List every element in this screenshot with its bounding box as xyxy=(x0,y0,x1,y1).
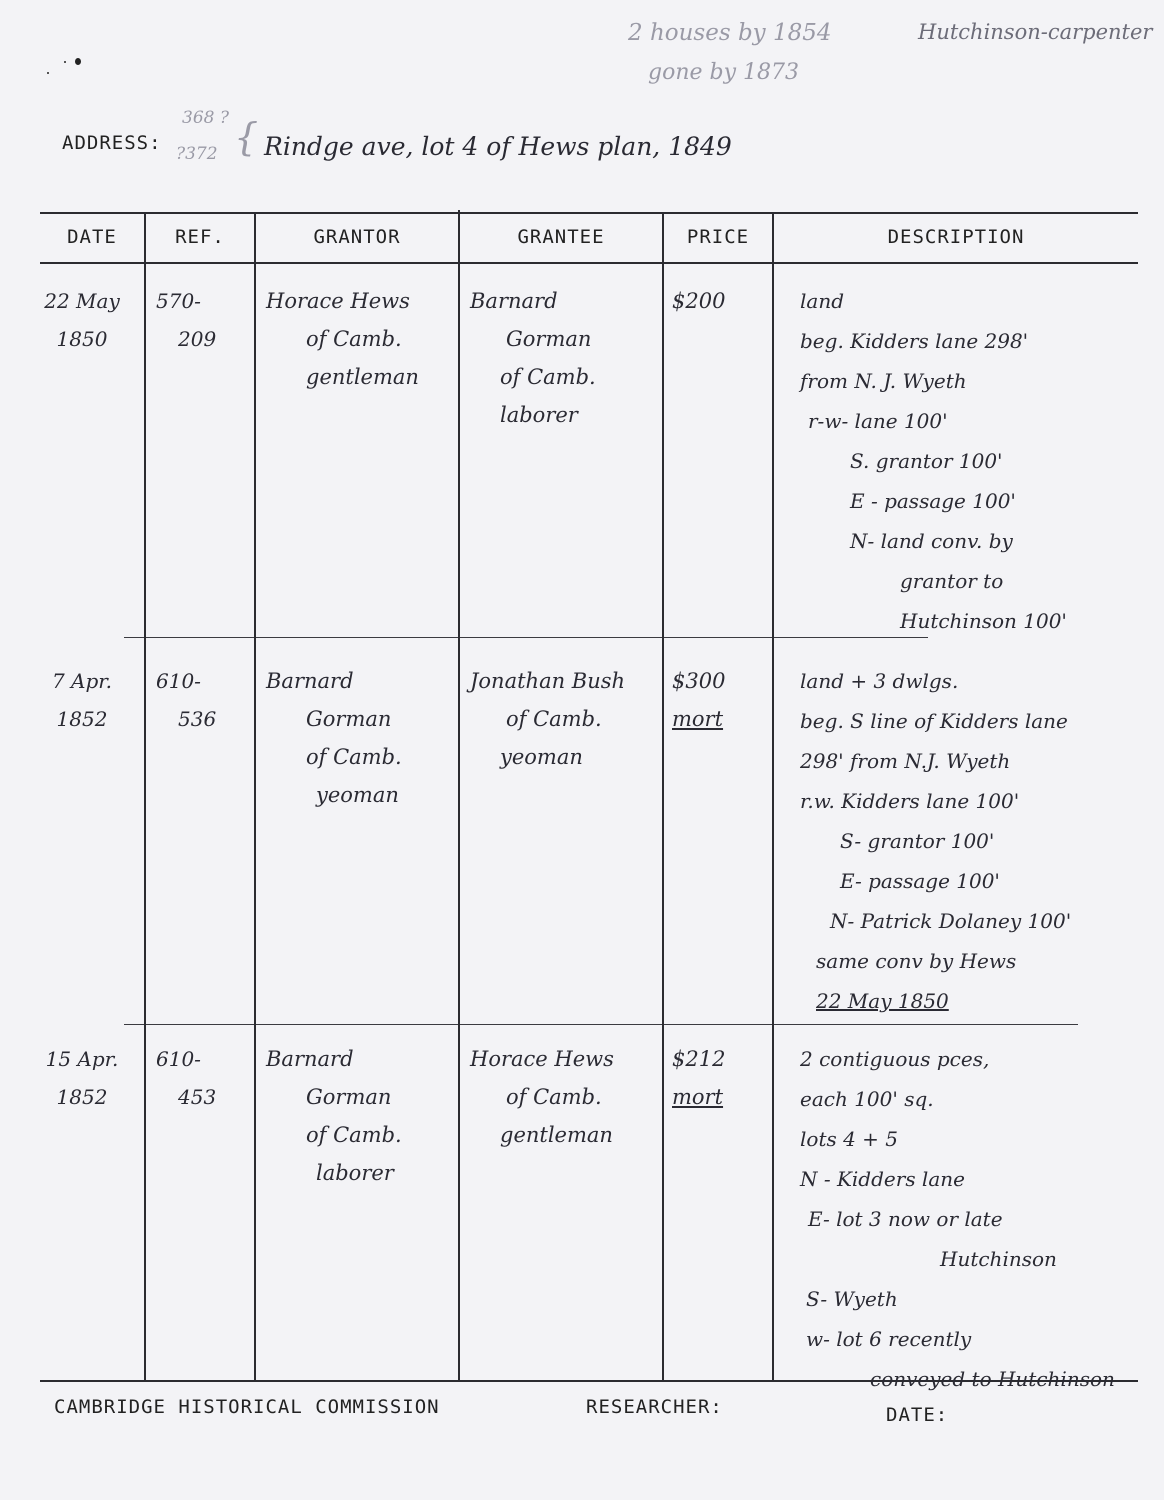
col-divider-5 xyxy=(772,212,774,1380)
top-note-dark: Hutchinson-carpenter xyxy=(918,20,1153,44)
row-2-price-line: mort xyxy=(672,707,724,731)
row-2-description-line: same conv by Hews xyxy=(816,949,1017,973)
row-3-grantor-line: Gorman xyxy=(306,1085,392,1109)
row-1-description-line: E - passage 100' xyxy=(850,489,1016,513)
address-number-1: 368 ? xyxy=(182,108,229,128)
row-1-grantor-line: Horace Hews xyxy=(266,289,410,313)
col-divider-4 xyxy=(662,212,664,1380)
row-1-grantor-line: of Camb. xyxy=(306,327,402,351)
row-2-ref-line: 610- xyxy=(156,669,201,693)
row-2-date-line: 1852 xyxy=(56,707,108,731)
row-3-grantee-line: Horace Hews xyxy=(470,1047,614,1071)
row-3-date-line: 1852 xyxy=(56,1085,108,1109)
col-divider-2 xyxy=(254,212,256,1380)
row-3-description-line: w- lot 6 recently xyxy=(806,1327,972,1351)
row-3-description-line: E- lot 3 now or late xyxy=(808,1207,1003,1231)
address-number-2: ?372 xyxy=(176,144,218,164)
top-note-faint-line2: gone by 1873 xyxy=(648,60,800,85)
row-2-grantee-line: Jonathan Bush xyxy=(470,669,626,693)
row-3-grantor-line: laborer xyxy=(316,1161,394,1185)
col-header-date: DATE xyxy=(67,226,117,248)
row-2-description-line: 298' from N.J. Wyeth xyxy=(800,749,1011,773)
col-header-description: DESCRIPTION xyxy=(887,226,1025,248)
row-2-description-line: r.w. Kidders lane 100' xyxy=(800,789,1020,813)
row-3-description-line: conveyed to Hutchinson xyxy=(870,1367,1115,1391)
ink-speck xyxy=(47,72,49,74)
row-3-description-line: lots 4 + 5 xyxy=(800,1127,899,1151)
footer-org: CAMBRIDGE HISTORICAL COMMISSION xyxy=(54,1396,440,1418)
row-3-date-line: 15 Apr. xyxy=(45,1047,119,1071)
row-2-description-line: N- Patrick Dolaney 100' xyxy=(830,909,1072,933)
col-divider-1 xyxy=(144,212,146,1380)
row-2-description-line: beg. S line of Kidders lane xyxy=(800,709,1068,733)
row-1-description-line: Hutchinson 100' xyxy=(900,609,1067,633)
ink-speck xyxy=(64,61,66,63)
row-2-description-line: S- grantor 100' xyxy=(840,829,995,853)
row-2-grantee-line: of Camb. xyxy=(506,707,602,731)
col-header-grantee: GRANTEE xyxy=(517,226,605,248)
row-1-description-line: r-w- lane 100' xyxy=(808,409,948,433)
row-3-grantee-line: of Camb. xyxy=(506,1085,602,1109)
row-1-grantee-line: Barnard xyxy=(470,289,558,313)
table-header-rule xyxy=(40,262,1138,264)
row-1-date-line: 22 May xyxy=(44,289,120,313)
row-3-description-line: N - Kidders lane xyxy=(800,1167,965,1191)
table-top-rule xyxy=(40,212,1138,214)
row-1-grantee-line: of Camb. xyxy=(500,365,596,389)
row-3-price-line: $212 xyxy=(672,1047,726,1071)
row-2-grantor-line: yeoman xyxy=(316,783,399,807)
row-1-description-line: from N. J. Wyeth xyxy=(800,369,967,393)
row-2-grantor-line: Gorman xyxy=(306,707,392,731)
row-1-grantee-line: Gorman xyxy=(506,327,592,351)
address-brace: { xyxy=(234,115,259,159)
row-2-grantor-line: Barnard xyxy=(266,669,354,693)
col-divider-3 xyxy=(458,210,460,1380)
row-3-price-line: mort xyxy=(672,1085,724,1109)
row-3-ref-line: 453 xyxy=(178,1085,217,1109)
col-header-ref: REF. xyxy=(175,226,225,248)
row-1-description-line: land xyxy=(800,289,845,313)
row-1-price-line: $200 xyxy=(672,289,726,313)
row-2-description-line: 22 May 1850 xyxy=(816,989,949,1013)
col-header-price: PRICE xyxy=(686,226,750,248)
row-1-description-line: grantor to xyxy=(900,569,1004,593)
row-2-grantor-line: of Camb. xyxy=(306,745,402,769)
row-2-ref-line: 536 xyxy=(178,707,217,731)
row-1-ref-line: 570- xyxy=(156,289,201,313)
col-header-grantor: GRANTOR xyxy=(313,226,401,248)
address-text: Rindge ave, lot 4 of Hews plan, 1849 xyxy=(264,132,732,161)
row-3-grantee-line: gentleman xyxy=(500,1123,613,1147)
footer-date: DATE: xyxy=(886,1404,949,1426)
row-3-description-line: S- Wyeth xyxy=(806,1287,898,1311)
row-3-description-line: each 100' sq. xyxy=(800,1087,934,1111)
row-3-ref-line: 610- xyxy=(156,1047,201,1071)
row-2-price-line: $300 xyxy=(672,669,726,693)
row-2-description-line: land + 3 dwlgs. xyxy=(800,669,959,693)
row-2-date-line: 7 Apr. xyxy=(51,669,113,693)
ink-speck xyxy=(75,58,81,65)
row-3-grantor-line: of Camb. xyxy=(306,1123,402,1147)
row-1-description-line: beg. Kidders lane 298' xyxy=(800,329,1029,353)
top-note-faint-line1: 2 houses by 1854 xyxy=(628,20,832,46)
footer-researcher: RESEARCHER: xyxy=(586,1396,723,1418)
row-2-description-line: E- passage 100' xyxy=(840,869,1000,893)
row-1-date-line: 1850 xyxy=(56,327,108,351)
row-2-grantee-line: yeoman xyxy=(500,745,583,769)
row-1-grantor-line: gentleman xyxy=(306,365,419,389)
row-3-description-line: 2 contiguous pces, xyxy=(800,1047,990,1071)
row-3-grantor-line: Barnard xyxy=(266,1047,354,1071)
row-3-description-line: Hutchinson xyxy=(940,1247,1057,1271)
row-1-description-line: N- land conv. by xyxy=(850,529,1013,553)
address-label: ADDRESS: xyxy=(62,132,162,154)
row-divider-1 xyxy=(124,637,928,638)
row-1-description-line: S. grantor 100' xyxy=(850,449,1003,473)
row-divider-2 xyxy=(124,1024,1078,1025)
row-1-grantee-line: laborer xyxy=(500,403,578,427)
row-1-ref-line: 209 xyxy=(178,327,217,351)
